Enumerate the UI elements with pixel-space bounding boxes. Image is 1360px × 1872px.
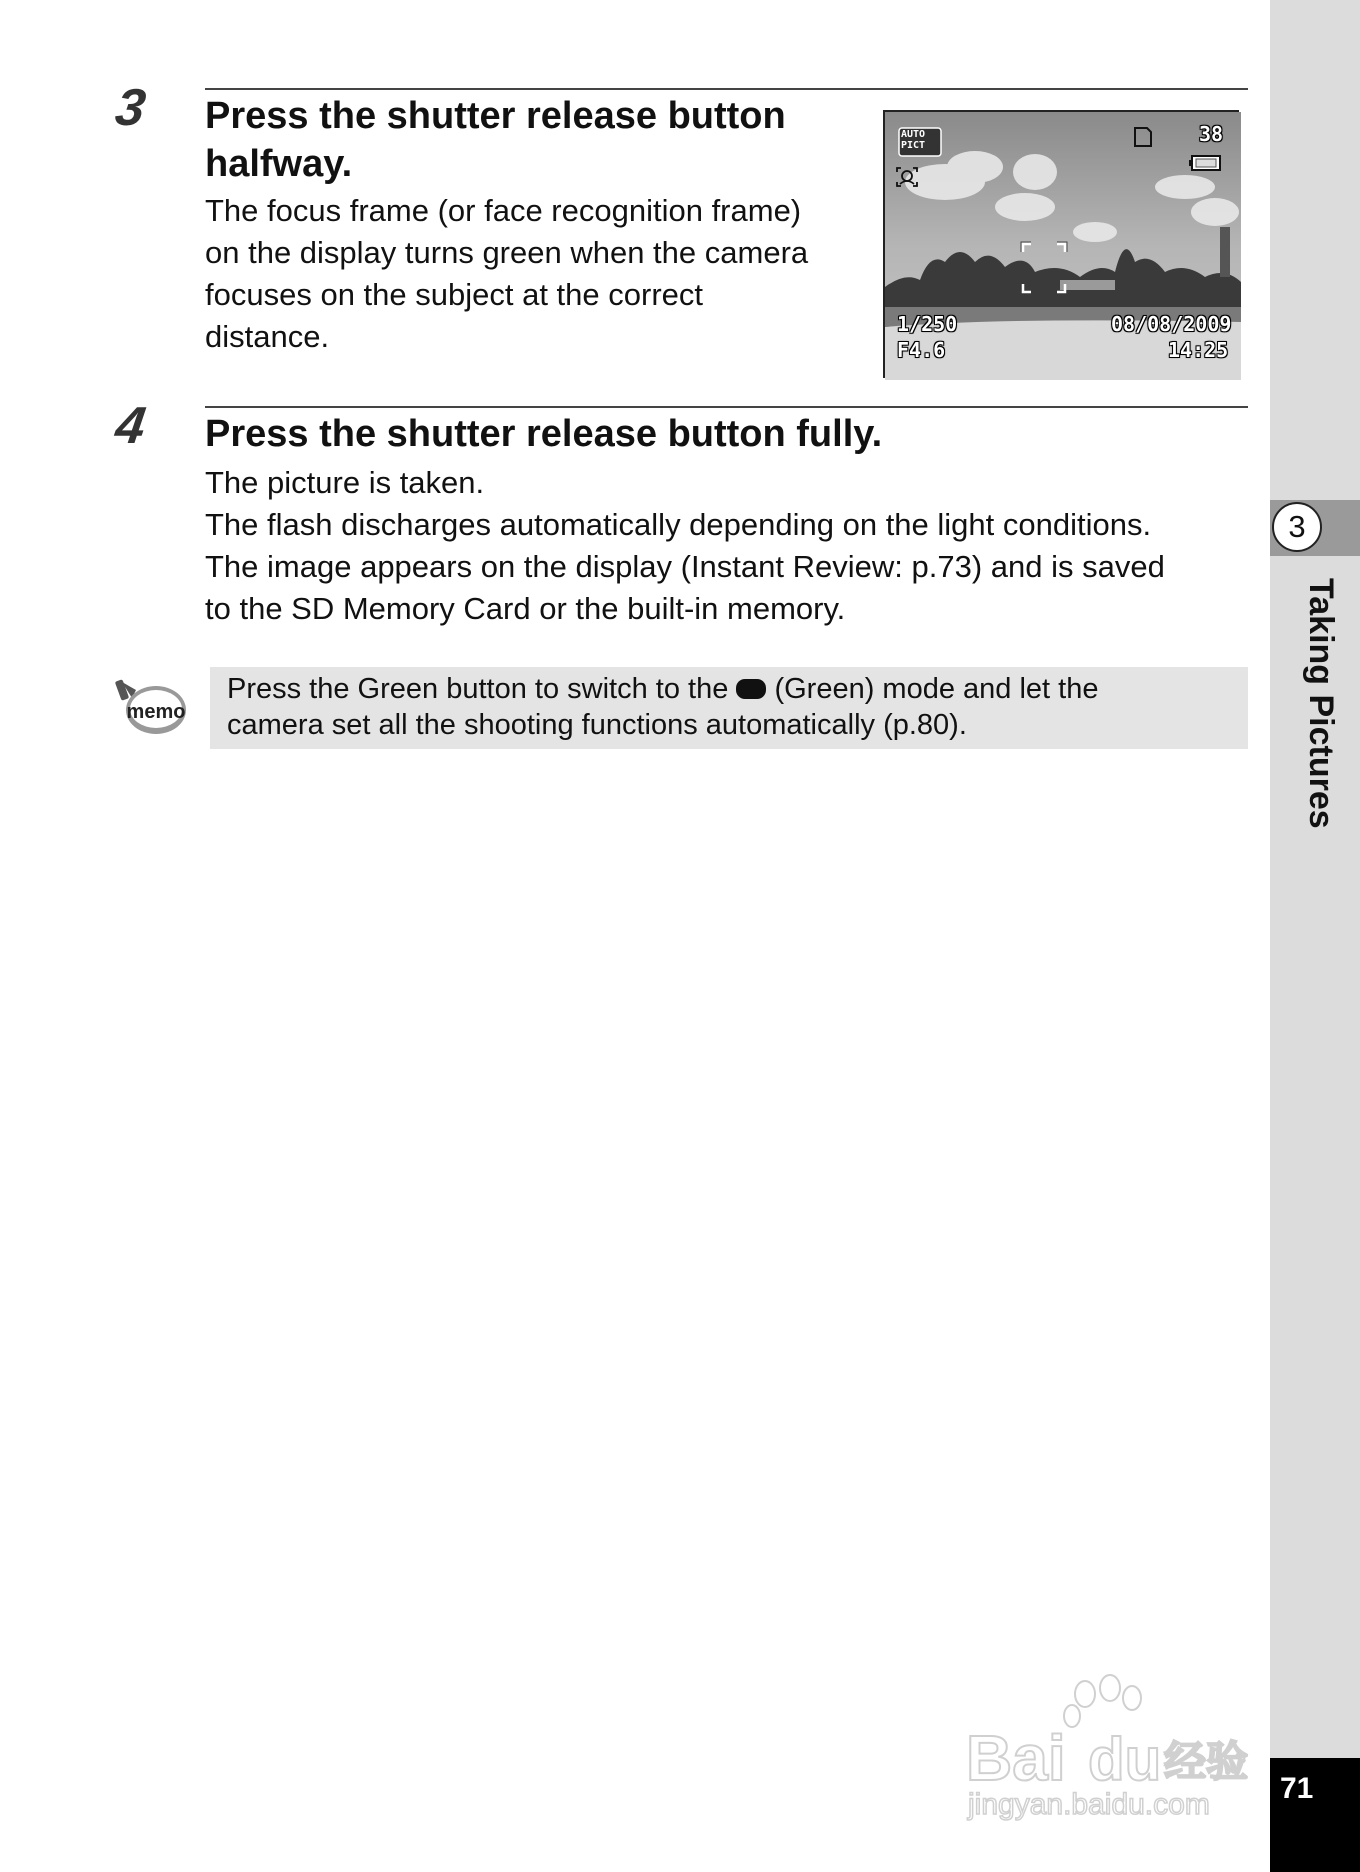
tower [1220, 227, 1230, 277]
camera-lcd-screenshot [883, 110, 1239, 378]
step-4-body-line2: The flash discharges automatically depending on the light conditions. [205, 507, 1152, 542]
memo-icon [114, 676, 188, 740]
step-3-number: 3 [111, 79, 148, 137]
step-4-body-line3: The image appears on the display (Instant Review: p.73) and is saved [205, 549, 1165, 584]
page-number: 71 [1280, 1772, 1314, 1805]
step-4-heading: Press the shutter release button fully. [205, 413, 883, 455]
mode-icon-text-top: AUTO [901, 129, 926, 140]
watermark-cn: 经验 [1164, 1737, 1249, 1786]
step-3-body-line2: on the display turns green when the camera [205, 235, 809, 270]
time: 14:25 [1168, 338, 1229, 362]
step-4-body-line1: The picture is taken. [205, 465, 485, 500]
memo-text-line2: camera set all the shooting functions automatically (p.80). [227, 709, 967, 741]
step-4-number: 4 [111, 397, 148, 455]
watermark-brand-right: du [1088, 1726, 1162, 1793]
date: 08/08/2009 [1111, 312, 1232, 336]
battery-icon [1189, 156, 1220, 170]
step-4-rule [205, 406, 1248, 408]
memo-text-start: Press the Green button to switch to the [227, 673, 737, 705]
step-3-heading-line2: halfway. [205, 143, 353, 185]
step-4-body-line4: to the SD Memory Card or the built-in memory. [205, 591, 846, 626]
step-3-body-line4: distance. [205, 319, 330, 354]
watermark-url: jingyan.baidu.com [968, 1788, 1210, 1821]
green-mode-icon [736, 679, 766, 699]
step-3-heading-line1: Press the shutter release button [205, 95, 786, 137]
shutter-speed: 1/250 [897, 312, 958, 336]
shots-remaining: 38 [1199, 122, 1224, 146]
house [1060, 280, 1115, 290]
aperture: F4.6 [897, 338, 946, 362]
memo-text-end: (Green) mode and let the [766, 673, 1099, 705]
step-3-rule [205, 88, 1248, 90]
chapter-number: 3 [1272, 502, 1322, 552]
baidu-watermark [960, 1672, 1270, 1822]
mode-icon-text-bottom: PICT [901, 140, 926, 151]
memo-icon-label: memo [126, 701, 186, 723]
chapter-side-band [1270, 0, 1360, 1872]
watermark-brand-left: Bai [966, 1722, 1066, 1794]
step-3-body-line1: The focus frame (or face recognition frame) [205, 193, 802, 228]
step-3-body-line3: focuses on the subject at the correct [205, 277, 703, 312]
memo-text [227, 671, 1237, 743]
chapter-title: Taking Pictures [1302, 578, 1340, 829]
